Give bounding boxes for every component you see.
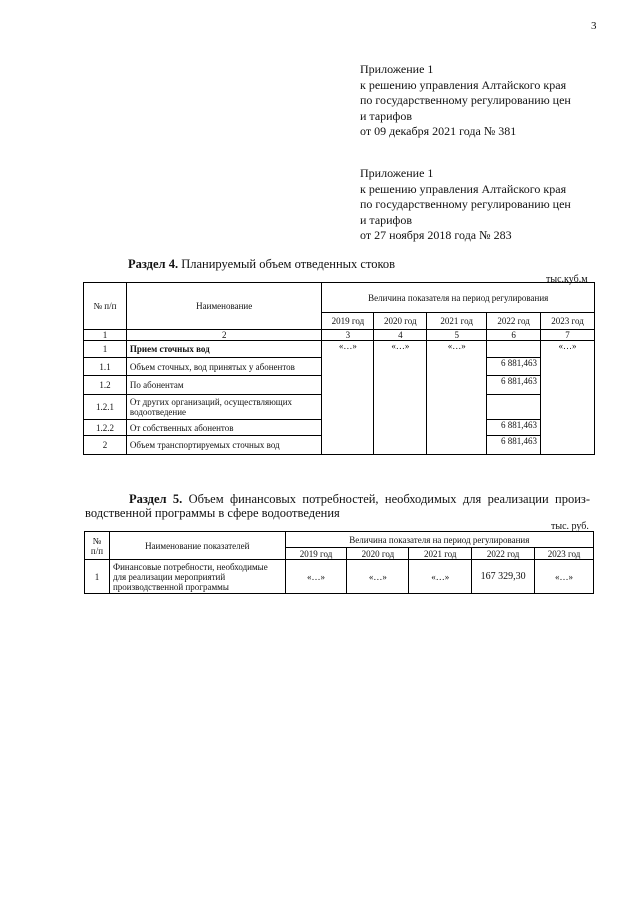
appendix-line: к решению управления Алтайского края	[360, 181, 567, 196]
row-name: От других организаций, осуществляющих водоотведение	[126, 395, 322, 420]
appendix-line: по государственному регулированию цен	[360, 93, 571, 107]
header-year: 2022 год	[487, 313, 541, 330]
col-number: 3	[322, 330, 374, 341]
row-name: Финансовые потребности, необходимые для реализации мероприятий производственной программы	[109, 560, 285, 594]
page-number: 3	[591, 20, 597, 32]
row-num: 1.1	[84, 358, 127, 376]
col-number: 7	[541, 330, 595, 341]
header-year: 2019 год	[285, 548, 347, 560]
row-num: 1.2.1	[84, 395, 127, 420]
header-year: 2023 год	[535, 548, 594, 560]
section5-title	[85, 492, 590, 520]
header-period: Величина показателя на период регулирования	[285, 532, 593, 548]
value-2022: 6 881,463	[487, 376, 541, 395]
value-2019: «…»	[285, 560, 347, 594]
value-2022: 167 329,30	[472, 560, 535, 594]
row-name: Прием сточных вод	[126, 341, 322, 358]
section5-title-text: Объем финансовых потребностей, необходимых для реализации произ-	[188, 492, 590, 506]
row-num: 1	[85, 560, 110, 594]
section4-title	[128, 257, 395, 272]
appendix-line: к решению управления Алтайского края	[360, 77, 567, 92]
section4-title-text: Планируемый объем отведенных стоков	[178, 257, 396, 271]
col-number: 5	[427, 330, 487, 341]
header-year: 2022 год	[472, 548, 535, 560]
section5-title-text-2: водственной программы в сфере водоотведения	[85, 506, 340, 520]
section4-label: Раздел 4.	[128, 257, 179, 271]
header-name: Наименование	[126, 283, 322, 330]
row-num: 1.2	[84, 376, 127, 395]
appendix-line: Приложение 1	[360, 166, 434, 180]
appendix-line: по государственному регулированию цен	[360, 197, 571, 211]
value-2021: «…»	[427, 341, 487, 455]
header-year: 2021 год	[427, 313, 487, 330]
col-number: 1	[84, 330, 127, 341]
value-2019: «…»	[322, 341, 374, 455]
row-num: 2	[84, 436, 127, 455]
table-row	[85, 560, 594, 594]
row-name: Объем сточных, вод принятых у абонентов	[126, 358, 322, 376]
header-period: Величина показателя на период регулирования	[322, 283, 595, 313]
row-name: Объем транспортируемых сточных вод	[126, 436, 322, 455]
value-2020: «…»	[374, 341, 427, 455]
col-number: 6	[487, 330, 541, 341]
row-name: От собственных абонентов	[126, 420, 322, 436]
section4-unit: тыс.куб.м	[546, 274, 588, 285]
header-year: 2020 год	[374, 313, 427, 330]
row-num: 1	[84, 341, 127, 358]
header-name: Наименование показателей	[109, 532, 285, 560]
header-num: № п/п	[85, 532, 110, 560]
header-num: № п/п	[84, 283, 127, 330]
section5-label: Раздел 5.	[129, 492, 183, 506]
section5-unit: тыс. руб.	[551, 521, 589, 532]
appendix-header-2018	[360, 166, 571, 244]
value-2023: «…»	[535, 560, 594, 594]
col-number: 2	[126, 330, 322, 341]
appendix-line: и тарифов	[360, 108, 413, 123]
header-year: 2021 год	[409, 548, 472, 560]
value-2023: «…»	[541, 341, 595, 455]
value-2022	[487, 341, 541, 358]
financial-needs-table	[84, 531, 594, 594]
header-year: 2023 год	[541, 313, 595, 330]
table-row	[84, 341, 595, 358]
appendix-line: от 27 ноября 2018 года № 283	[360, 228, 512, 242]
value-2021: «…»	[409, 560, 472, 594]
row-num: 1.2.2	[84, 420, 127, 436]
appendix-line: от 09 декабря 2021 года № 381	[360, 124, 517, 138]
value-2022	[487, 395, 541, 420]
appendix-header-2021	[360, 62, 571, 140]
wastewater-volume-table	[83, 282, 595, 455]
value-2022: 6 881,463	[487, 436, 541, 455]
appendix-line: и тарифов	[360, 212, 413, 227]
value-2022: 6 881,463	[487, 420, 541, 436]
appendix-line: Приложение 1	[360, 62, 434, 76]
value-2020: «…»	[347, 560, 409, 594]
header-year: 2019 год	[322, 313, 374, 330]
value-2022: 6 881,463	[487, 358, 541, 376]
col-number: 4	[374, 330, 427, 341]
row-name: По абонентам	[126, 376, 322, 395]
header-year: 2020 год	[347, 548, 409, 560]
